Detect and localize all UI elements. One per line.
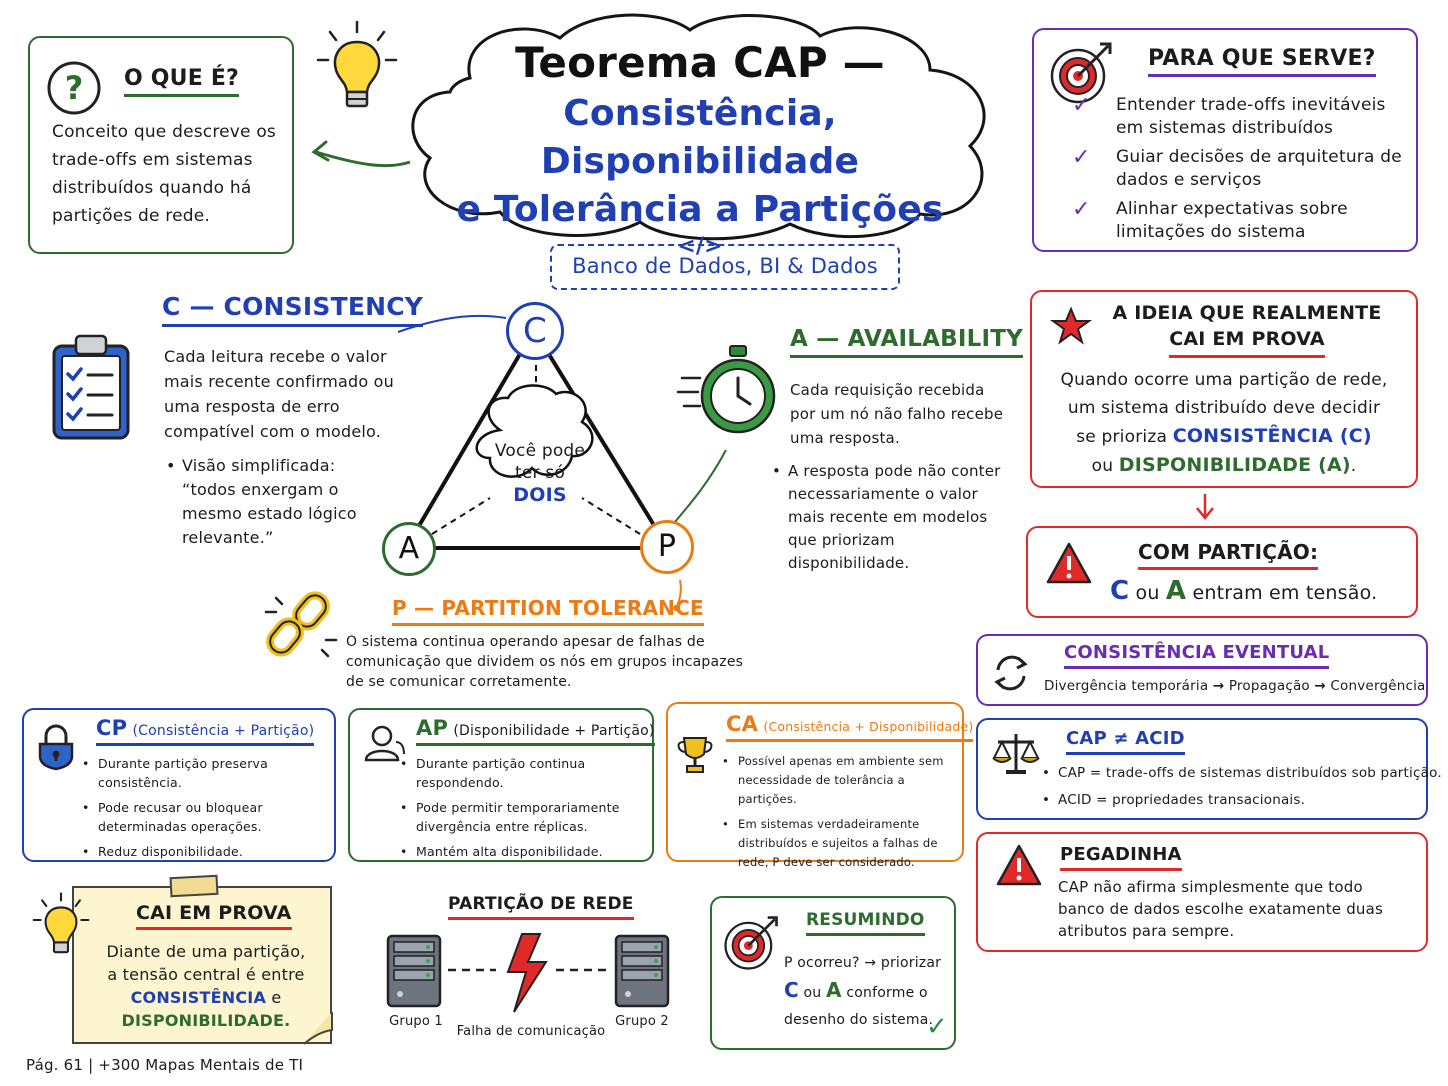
prova-cons: CONSISTÊNCIA bbox=[130, 988, 267, 1007]
com-c: C bbox=[1110, 576, 1130, 606]
ap-item: • Mantém alta disponibilidade. bbox=[398, 842, 652, 861]
arrow-right-icon: → bbox=[1212, 678, 1225, 694]
ideia-disp: DISPONIBILIDADE (A) bbox=[1118, 454, 1351, 476]
acid-heading: CAP ≠ ACID bbox=[1066, 728, 1185, 755]
para-card bbox=[1032, 28, 1418, 252]
lightning-icon bbox=[446, 930, 610, 1016]
c-text: Cada leitura recebe o valor mais recente confirmado ou uma resposta de erro compatível com o modelo. bbox=[164, 347, 394, 441]
resumindo-a: A bbox=[826, 978, 842, 1002]
ideia-cons: CONSISTÊNCIA (C) bbox=[1172, 425, 1372, 447]
prova-t2: a tensão central é entre bbox=[107, 965, 305, 984]
para-item: ✓ Alinhar expectativas sobre limitações do sistema bbox=[1072, 197, 1348, 242]
resumindo-heading: RESUMINDO bbox=[806, 910, 925, 936]
center-l1: Você pode bbox=[494, 441, 586, 461]
resumindo-c: C bbox=[784, 978, 799, 1002]
tag-badge bbox=[550, 244, 900, 290]
trophy-icon bbox=[676, 734, 714, 774]
arrow-to-oque bbox=[306, 138, 416, 178]
star-icon bbox=[1052, 308, 1090, 344]
ca-item: • Em sistemas verdadeiramente distribuídos e sujeitos a falhas de rede, P deve ser considerado. bbox=[720, 815, 958, 872]
com-card: COM PARTIÇÃO: C ou A entram em tensão. bbox=[1026, 526, 1418, 618]
resumindo-card: RESUMINDO P ocorreu? → priorizar C ou A conforme o desenho do sistema. ✓ bbox=[710, 896, 956, 1050]
node-c: C bbox=[506, 302, 564, 360]
particao-heading: PARTIÇÃO DE REDE bbox=[448, 894, 634, 920]
c-bullet: • Visão simplificada: “todos enxergam o mesmo estado lógico relevante.” bbox=[164, 454, 394, 550]
title-line1: Teorema CAP — bbox=[515, 38, 885, 87]
a-text: Cada requisição recebida por um nó não falho recebe uma resposta. bbox=[790, 381, 1004, 447]
lock-icon bbox=[36, 724, 76, 770]
arrow-right-icon: → bbox=[1314, 678, 1326, 694]
cp-item: • Reduz disponibilidade. bbox=[80, 842, 334, 861]
check-icon: ✓ bbox=[926, 1012, 948, 1042]
ca-card bbox=[666, 702, 974, 869]
group2-label: Grupo 2 bbox=[615, 1014, 669, 1029]
com-heading: COM PARTIÇÃO: bbox=[1138, 540, 1318, 570]
acid-item: • CAP = trade-offs de sistemas distribuídos sob partição. bbox=[1040, 760, 1424, 787]
ca-item: • Possível apenas em ambiente sem necessidade de tolerância a partições. bbox=[720, 752, 958, 809]
group1-label: Grupo 1 bbox=[389, 1014, 443, 1029]
center-l3: DOIS bbox=[513, 484, 567, 506]
ap-title: AP (Disponibilidade + Partição) bbox=[416, 716, 655, 746]
tag-label: Banco de Dados, BI & Dados bbox=[572, 254, 878, 278]
ideia-t2: um sistema distribuído deve decidir bbox=[1067, 398, 1381, 418]
cp-item: • Durante partição preserva consistência. bbox=[80, 754, 334, 792]
oque-heading: O QUE É? bbox=[124, 66, 239, 97]
arrow-down-icon bbox=[1194, 492, 1216, 522]
a-bullet: • A resposta pode não conter necessariamente o valor mais recente em modelos que priorizam disponibilidade. bbox=[770, 460, 1010, 575]
server-icon bbox=[614, 934, 670, 1008]
para-item: ✓ Guiar decisões de arquitetura de dados e serviços bbox=[1072, 145, 1402, 190]
ap-item: • Durante partição continua respondendo. bbox=[398, 754, 652, 792]
tape bbox=[170, 875, 219, 897]
ideia-heading-l1: A IDEIA QUE REALMENTE bbox=[1112, 302, 1382, 324]
server-icon bbox=[386, 934, 442, 1008]
stopwatch-icon bbox=[676, 344, 780, 440]
para-item: ✓ Entender trade-offs inevitáveis em sistemas distribuídos bbox=[1072, 93, 1386, 138]
center-l2: ter só bbox=[515, 463, 565, 483]
prova-disp: DISPONIBILIDADE. bbox=[121, 1011, 291, 1030]
falha-label: Falha de comunicação bbox=[456, 1024, 606, 1039]
svg-text:?: ? bbox=[64, 69, 84, 107]
question-icon bbox=[46, 60, 102, 116]
cp-item: • Pode recusar ou bloquear determinadas operações. bbox=[80, 798, 334, 836]
arrow-right-icon: → bbox=[864, 955, 877, 971]
acid-item: • ACID = propriedades transacionais. bbox=[1040, 787, 1424, 814]
sync-icon bbox=[990, 652, 1032, 692]
ca-title: CA (Consistência + Disponibilidade) bbox=[726, 712, 973, 742]
eventual-heading: CONSISTÊNCIA EVENTUAL bbox=[1064, 642, 1329, 669]
title-line2: Consistência, Disponibilidade bbox=[540, 93, 860, 182]
ap-item: • Pode permitir temporariamente divergência entre réplicas. bbox=[398, 798, 652, 836]
ideia-t1: Quando ocorre uma partição de rede, bbox=[1060, 370, 1388, 390]
broken-link-icon bbox=[262, 590, 342, 660]
cp-card bbox=[22, 708, 336, 862]
node-a: A bbox=[382, 522, 436, 576]
a-heading: A — AVAILABILITY bbox=[790, 326, 1023, 358]
node-p: P bbox=[640, 520, 694, 574]
pegadinha-heading: PEGADINHA bbox=[1060, 844, 1182, 871]
prova-t1: Diante de uma partição, bbox=[106, 942, 306, 961]
eventual-card: CONSISTÊNCIA EVENTUAL Divergência temporária → Propagação → Convergência bbox=[976, 634, 1428, 706]
ap-card bbox=[348, 708, 654, 862]
check-icon: ✓ bbox=[1072, 93, 1091, 118]
com-a: A bbox=[1165, 576, 1187, 606]
pegadinha-text: CAP não afirma simplesmente que todo banco de dados escolhe exatamente duas atributos para sempre. bbox=[1058, 878, 1384, 940]
target-icon bbox=[722, 914, 780, 972]
cp-title: CP (Consistência + Partição) bbox=[96, 716, 314, 746]
warning-icon bbox=[996, 844, 1042, 886]
footer: Pág. 61 | +300 Mapas Mentais de TI bbox=[26, 1056, 304, 1074]
ideia-card: A IDEIA QUE REALMENTE CAI EM PROVA Quando ocorre uma partição de rede, um sistema distribuído deve decidir se prioriza CONSISTÊNCIA (C) ou DISPONIBILIDADE (A). bbox=[1030, 290, 1418, 488]
p-text: O sistema continua operando apesar de falhas de comunicação que dividem os nós em grupos incapazes de se comunicar corretamente. bbox=[346, 634, 744, 690]
para-heading: PARA QUE SERVE? bbox=[1148, 46, 1376, 77]
pegadinha-card bbox=[976, 832, 1428, 952]
p-heading: P — PARTITION TOLERANCE bbox=[392, 596, 704, 626]
clipboard-icon bbox=[48, 332, 136, 442]
prova-heading: CAI EM PROVA bbox=[136, 902, 292, 930]
warning-icon bbox=[1046, 542, 1092, 584]
ideia-heading-l2: CAI EM PROVA bbox=[1169, 326, 1325, 358]
lightbulb-icon bbox=[312, 20, 402, 120]
c-heading: C — CONSISTENCY bbox=[162, 292, 423, 327]
check-icon: ✓ bbox=[1072, 145, 1091, 170]
code-icon: </> bbox=[677, 234, 723, 259]
oque-text: Conceito que descreve os trade-offs em sistemas distribuídos quando há partições de rede. bbox=[52, 122, 276, 226]
acid-card bbox=[976, 718, 1442, 820]
check-icon: ✓ bbox=[1072, 197, 1091, 222]
oque-card bbox=[28, 36, 294, 254]
title-line3: e Tolerância a Partições bbox=[456, 189, 944, 230]
scale-icon bbox=[992, 730, 1040, 776]
